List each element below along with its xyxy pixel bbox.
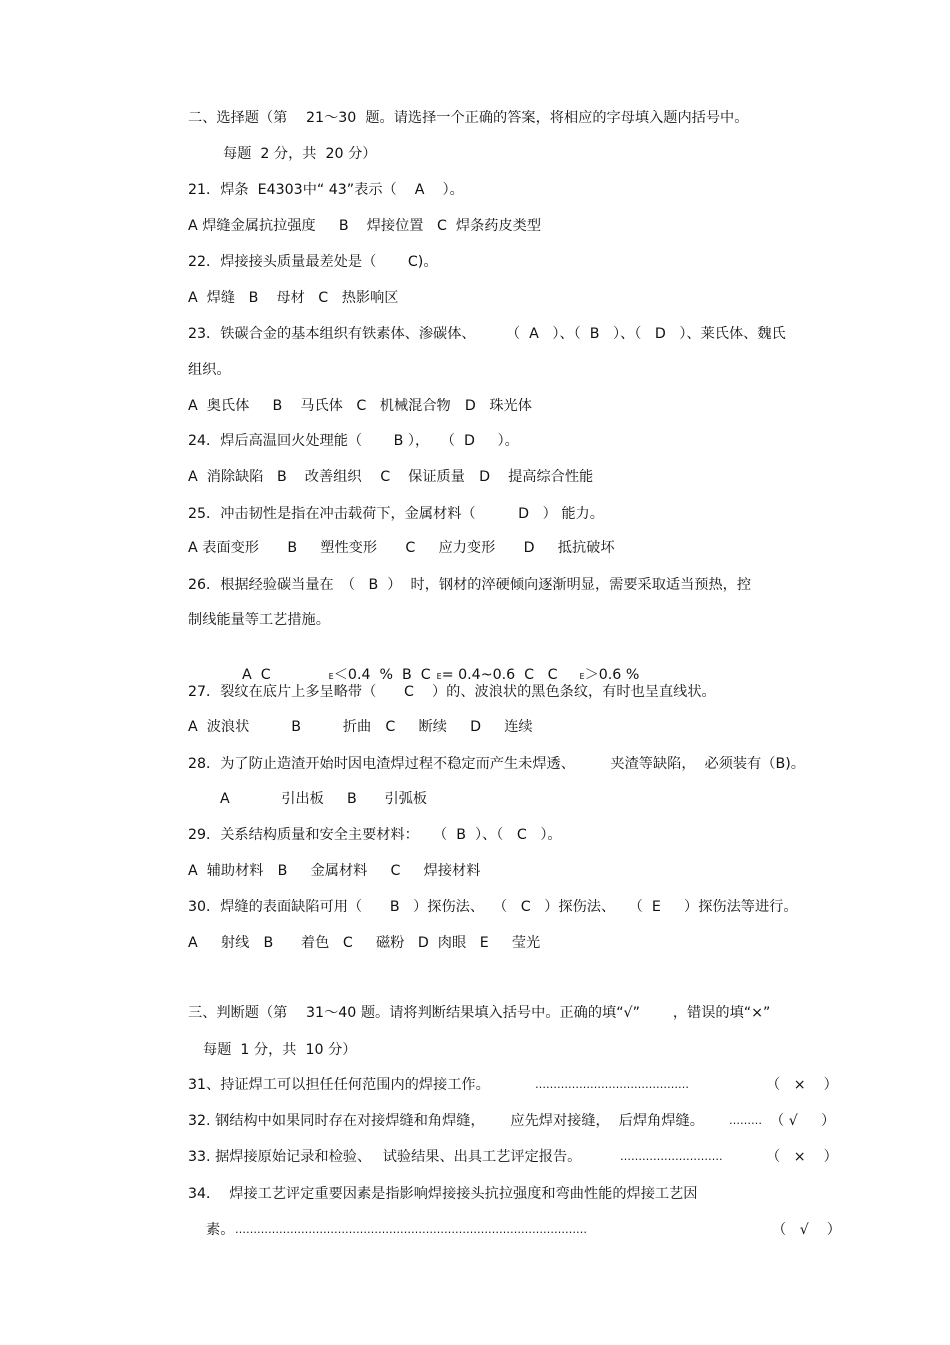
option-part: A C [242, 667, 271, 683]
judgment-31-answer: （ × ） [766, 1077, 838, 1093]
judgment-32-answer: （ √ ） [770, 1113, 836, 1129]
judgment-34-text-continued: 素。 [206, 1222, 235, 1238]
judgment-34-text: 34． 焊接工艺评定重要因素是指影响焊接接头抗拉强度和弯曲性能的焊接工艺因 [188, 1186, 698, 1202]
judgment-31-dots: …………………………………… [535, 1078, 689, 1091]
question-27-stem: 27．裂纹在底片上多呈略带（ C ）的、波浪状的黑色条纹，有时也呈直线状。 [188, 684, 716, 700]
question-27-options: A 波浪状 B 折曲 C 断续 D 连续 [188, 719, 533, 735]
question-21-stem: 21．焊条 E4303中“ 43”表示（ A ）。 [188, 182, 464, 198]
section-3-header: 三、判断题（第 31～40 题。请将判断结果填入括号中。正确的填“√” ，错误的填“×” [188, 1005, 771, 1021]
judgment-33-text: 33. 据焊接原始记录和检验、 试验结果、出具工艺评定报告。 [188, 1149, 582, 1165]
option-part: = 0.4~0.6 C C [441, 667, 558, 683]
question-26-stem-continued: 制线能量等工艺措施。 [188, 612, 330, 628]
question-23-options: A 奥氏体 B 马氏体 C 机械混合物 D 珠光体 [188, 398, 532, 414]
judgment-33-answer: （ × ） [766, 1149, 838, 1165]
question-28-options: A 引出板 B 引弧板 [220, 791, 428, 807]
judgment-34-dots: …………………………………………………………………………………… [235, 1223, 587, 1236]
question-21-options: A 焊缝金属抗拉强度 B 焊接位置 C 焊条药皮类型 [188, 218, 542, 234]
judgment-31-text: 31、持证焊工可以担任任何范围内的焊接工作。 [188, 1077, 490, 1093]
question-26-stem: 26．根据经验碳当量在 （ B ） 时，钢材的淬硬倾向逐渐明显，需要采取适当预热，控 [188, 577, 752, 593]
question-23-stem-continued: 组织。 [188, 362, 231, 378]
question-28-stem: 28．为了防止造渣开始时因电渣焊过程不稳定而产生未焊透、 夹渣等缺陷， 必须装有（B)。 [188, 756, 805, 772]
question-23-stem: 23．铁碳合金的基本组织有铁素体、渗碳体、 （ A ）、（ B ）、（ D ）、莱氏体、魏氏 [188, 326, 786, 342]
subscript-e: E [328, 672, 334, 681]
subscript-e: E [579, 672, 585, 681]
option-part: ＜0.4 % B C [333, 667, 431, 683]
option-part: ＞0.6 % [584, 667, 640, 683]
question-22-stem: 22．焊接接头质量最差处是（ C)。 [188, 254, 438, 270]
question-30-stem: 30．焊缝的表面缺陷可用（ B ）探伤法、 （ C ）探伤法、 （ E ）探伤法等进行。 [188, 899, 798, 915]
section-2-scoring: 每题 2 分，共 20 分） [223, 146, 377, 162]
question-26-options [233, 648, 639, 686]
question-24-options: A 消除缺陷 B 改善组织 C 保证质量 D 提高综合性能 [188, 469, 594, 485]
judgment-32-text: 32. 钢结构中如果同时存在对接焊缝和角焊缝， 应先焊对接缝， 后焊角焊缝。 [188, 1113, 704, 1129]
subscript-e: E [436, 672, 442, 681]
judgment-34-answer: （ √ ） [772, 1222, 841, 1238]
judgment-33-dots: ………………………. [620, 1150, 723, 1163]
question-29-stem: 29．关系结构质量和安全主要材料： （ B ）、（ C ）。 [188, 827, 562, 843]
question-24-stem: 24．焊后高温回火处理能（ B ）， （ D ）。 [188, 433, 519, 449]
question-29-options: A 辅助材料 B 金属材料 C 焊接材料 [188, 863, 481, 879]
judgment-32-dots: ……… [729, 1114, 762, 1127]
question-30-options: A 射线 B 着色 C 磁粉 D 肉眼 E 莹光 [188, 935, 541, 951]
question-25-stem: 25．冲击韧性是指在冲击载荷下，金属材料（ D ） 能力。 [188, 506, 604, 522]
section-3-scoring: 每题 1 分，共 10 分） [203, 1042, 357, 1058]
question-25-options: A 表面变形 B 塑性变形 C 应力变形 D 抵抗破坏 [188, 540, 615, 556]
section-2-header: 二、选择题（第 21～30 题。请选择一个正确的答案，将相应的字母填入题内括号中。 [188, 110, 749, 126]
question-22-options: A 焊缝 B 母材 C 热影响区 [188, 290, 399, 306]
